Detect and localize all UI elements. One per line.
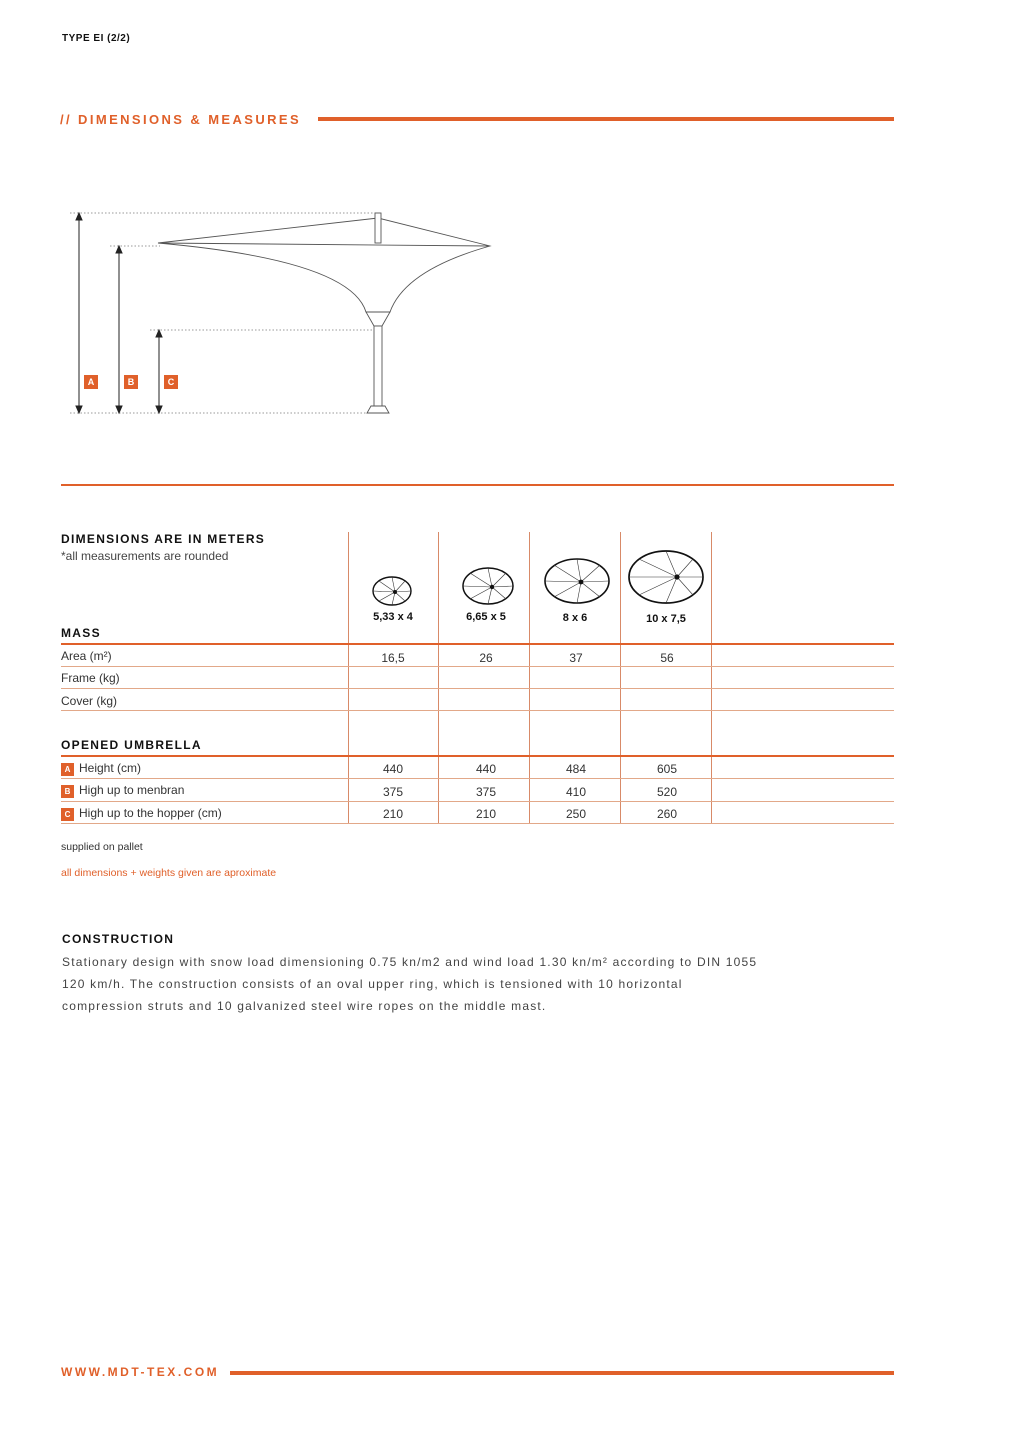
cell-value: 605 xyxy=(656,762,678,776)
section-title-rule xyxy=(318,117,894,121)
size-label: 10 x 7,5 xyxy=(646,613,686,625)
cell-value: 410 xyxy=(565,785,587,799)
row-divider xyxy=(61,778,894,779)
marker-b: B xyxy=(124,375,138,389)
cell-value: 440 xyxy=(382,762,404,776)
oval-canopy-icon xyxy=(460,565,516,609)
row-divider xyxy=(61,823,894,824)
cell-value: 26 xyxy=(479,651,493,665)
mass-group-title: MASS xyxy=(61,626,101,640)
cell-value: 250 xyxy=(565,807,587,821)
row-label-cover: Cover (kg) xyxy=(61,694,118,708)
row-label-text: Height (cm) xyxy=(79,761,142,775)
mass-header-rule xyxy=(61,643,894,645)
cell-value: 260 xyxy=(656,807,678,821)
footer-url[interactable]: WWW.MDT-TEX.COM xyxy=(61,1365,220,1379)
row-label-height xyxy=(61,761,141,776)
row-label-frame: Frame (kg) xyxy=(61,671,120,685)
row-label-hopper xyxy=(61,806,222,821)
footer-rule xyxy=(230,1371,894,1375)
row-divider xyxy=(61,666,894,667)
oval-canopy-icon xyxy=(626,548,706,608)
marker-c: C xyxy=(61,808,74,821)
cell-value: 520 xyxy=(656,785,678,799)
size-label: 6,65 x 5 xyxy=(466,611,506,623)
cell-value: 375 xyxy=(382,785,404,799)
column-divider xyxy=(711,532,712,824)
umbrella-drawing xyxy=(60,200,510,425)
opened-header-rule xyxy=(61,755,894,757)
marker-a: A xyxy=(84,375,98,389)
cell-value: 440 xyxy=(475,762,497,776)
page-type-label: TYPE EI (2/2) xyxy=(62,33,131,44)
cell-value: 484 xyxy=(565,762,587,776)
cell-value: 375 xyxy=(475,785,497,799)
note-supplied: supplied on pallet xyxy=(61,841,143,853)
row-divider xyxy=(61,710,894,711)
size-label: 5,33 x 4 xyxy=(373,611,413,623)
marker-a: A xyxy=(61,763,74,776)
cell-value: 56 xyxy=(660,651,674,665)
cell-value: 210 xyxy=(382,807,404,821)
table-subtitle: *all measurements are rounded xyxy=(61,549,229,563)
diagram-divider xyxy=(61,484,894,486)
table-title: DIMENSIONS ARE IN METERS xyxy=(61,532,266,546)
row-label-membrane xyxy=(61,783,184,798)
column-divider xyxy=(529,532,530,824)
row-label-text: High up to menbran xyxy=(79,783,185,797)
row-divider xyxy=(61,688,894,689)
cell-value: 16,5 xyxy=(381,651,405,665)
cell-value: 210 xyxy=(475,807,497,821)
section-title: // DIMENSIONS & MEASURES xyxy=(60,112,302,127)
row-label-text: High up to the hopper (cm) xyxy=(79,806,222,820)
opened-group-title: OPENED UMBRELLA xyxy=(61,738,202,752)
row-divider xyxy=(61,801,894,802)
note-approximate: all dimensions + weights given are aproximate xyxy=(61,867,277,879)
size-label: 8 x 6 xyxy=(562,612,588,624)
column-divider xyxy=(348,532,349,824)
marker-b: B xyxy=(61,785,74,798)
construction-title: CONSTRUCTION xyxy=(62,932,175,946)
cell-value: 37 xyxy=(569,651,583,665)
oval-canopy-icon xyxy=(542,556,612,608)
column-divider xyxy=(438,532,439,824)
construction-text: Stationary design with snow load dimensioning 0.75 kn/m2 and wind load 1.30 kn/m² according to DIN 1055 120 km/h. The construction consists of an oval upper ring, which is tensioned with 10 horizontal compression struts and 10 galvanized steel wire ropes on the middle mast. xyxy=(62,955,758,1013)
umbrella-diagram xyxy=(60,200,510,425)
marker-c: C xyxy=(164,375,178,389)
oval-canopy-icon xyxy=(370,574,416,610)
row-label-area: Area (m²) xyxy=(61,649,112,663)
column-divider xyxy=(620,532,621,824)
